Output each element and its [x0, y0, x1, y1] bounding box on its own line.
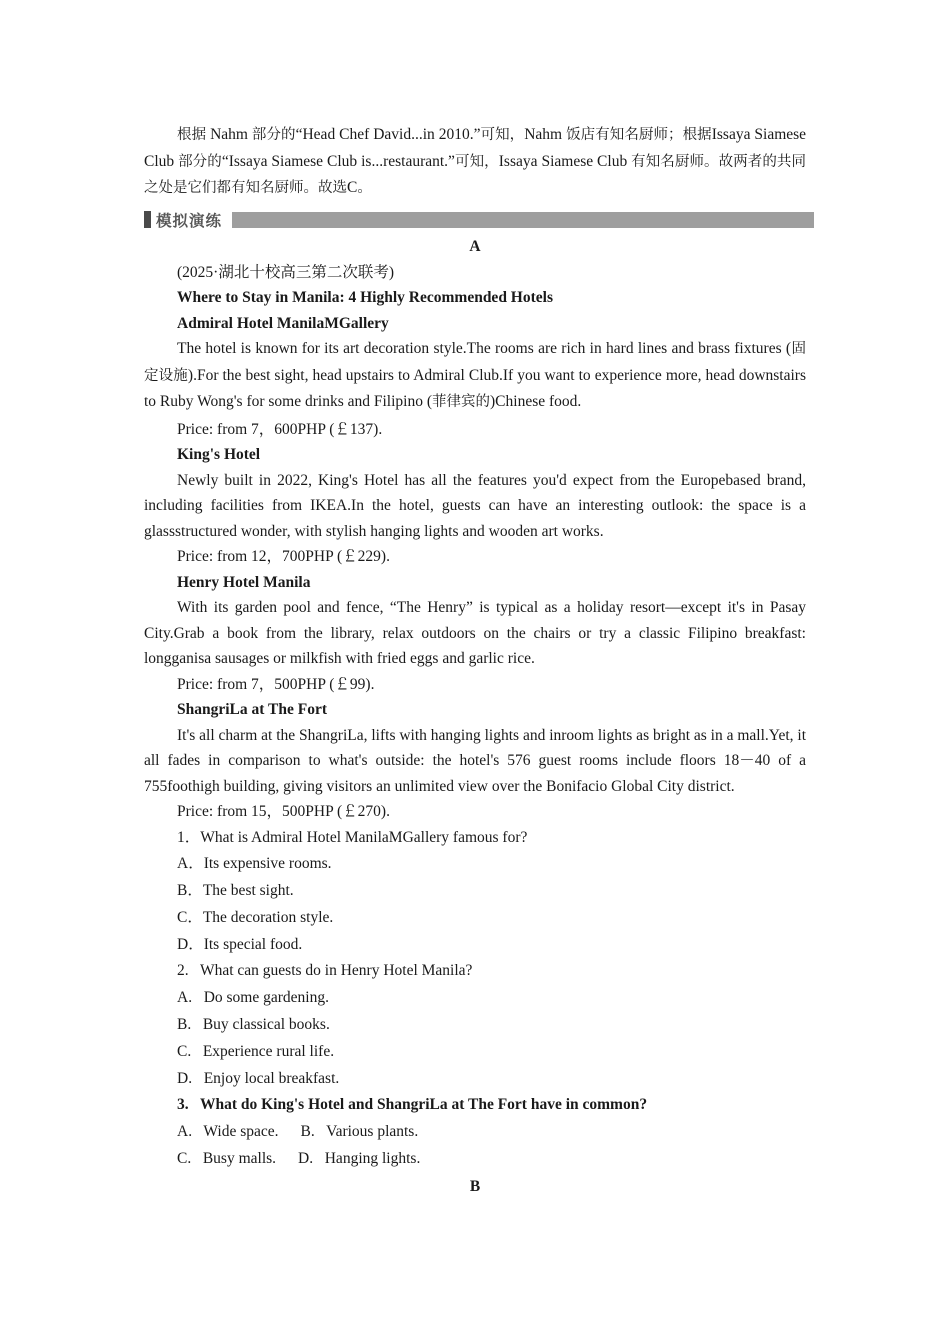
hotel-price: Price: from 15，500PHP (￡270).	[177, 803, 390, 820]
question-stem: 3. What do King's Hotel and ShangriLa at The Fort have in common?	[177, 1096, 648, 1114]
question-option: A．Its expensive rooms.	[177, 855, 332, 873]
heading-marker	[144, 211, 151, 228]
passage-title: Where to Stay in Manila: 4 Highly Recommended Hotels	[177, 289, 553, 306]
question-option: B. Buy classical books.	[177, 1016, 330, 1034]
hotel-name: King's Hotel	[177, 446, 261, 463]
hotel-description: With its garden pool and fence, “The Henry” is typical as a holiday resort—except it's in Pasay City.Grab a book from the library, relax outdoors on the chairs or try a classic Filipino breakfast: longganisa sausages or milkfish with fried eggs and garlic rice.	[144, 599, 806, 667]
hotel-price: Price: from 7，500PHP (￡99).	[177, 675, 375, 693]
hotel-price: Price: from 12，700PHP (￡229).	[177, 548, 390, 565]
hotel-description: Newly built in 2022, King's Hotel has all the features you'd expect from the Europebased brand, including facilities from IKEA.In the hotel, guests can have an interesting outlook: the space is a glassstructured wonder, with stylish hanging lights and wooden art works.	[144, 471, 806, 540]
question-option: D. Hanging lights.	[298, 1150, 421, 1168]
part-b-label: B	[469, 1177, 481, 1195]
question-options-row	[144, 1119, 806, 1146]
question-option: C．The decoration style.	[177, 908, 334, 926]
question-stem: 2. What can guests do in Henry Hotel Manila?	[177, 962, 473, 980]
heading-rule	[232, 212, 814, 228]
answer-explanation: 根据 Nahm 部分的“Head Chef David...in 2010.”可知，Nahm 饭店有知名厨师；根据Issaya Siamese Club 部分的“Issaya Siamese Club is...restaurant.”可知，Issaya Siamese Club 有知名厨师。故两者的共同之处是它们都有知名厨师。故选C。	[144, 126, 807, 196]
question-option: B．The best sight.	[177, 882, 294, 900]
hotel-price: Price: from 7，600PHP (￡137).	[177, 420, 383, 438]
hotel-description: It's all charm at the ShangriLa, lifts with hanging lights and inroom lights as bright as in a mall.Yet, it all fades in comparison to what's outside: the hotel's 576 guest rooms include floors 18－40 of a 755foothigh building, giving visitors an unlimited view over the Bonifacio Global City district.	[144, 726, 806, 795]
hotel-name: ShangriLa at The Fort	[177, 701, 327, 718]
section-heading: 模拟演练	[156, 211, 223, 230]
hotel-description: The hotel is known for its art decoration style.The rooms are rich in hard lines and brass fixtures (固定设施).For the best sight, head upstairs to Admiral Club.If you want to experience more, head downstairs to Ruby Wong's for some drinks and Filipino (菲律宾的)Chinese food.	[144, 340, 806, 410]
question-option: B. Various plants.	[300, 1123, 419, 1141]
question-option: C. Busy malls.	[177, 1150, 277, 1168]
question-stem: 1．What is Admiral Hotel ManilaMGallery famous for?	[177, 828, 528, 846]
question-option: D. Enjoy local breakfast.	[177, 1069, 340, 1087]
part-a-label: A	[469, 237, 481, 255]
question-option: C. Experience rural life.	[177, 1042, 335, 1060]
question-option: A. Do some gardening.	[177, 989, 329, 1007]
exam-source: (2025·湖北十校高三第二次联考)	[177, 263, 394, 281]
hotel-name: Admiral Hotel ManilaMGallery	[177, 314, 389, 332]
hotel-name: Henry Hotel Manila	[177, 573, 311, 591]
section-heading-bar	[144, 210, 814, 230]
question-option: A. Wide space.	[177, 1123, 279, 1141]
document-page	[144, 122, 806, 1200]
question-option: D．Its special food.	[177, 935, 303, 953]
question-options-row	[144, 1146, 806, 1173]
